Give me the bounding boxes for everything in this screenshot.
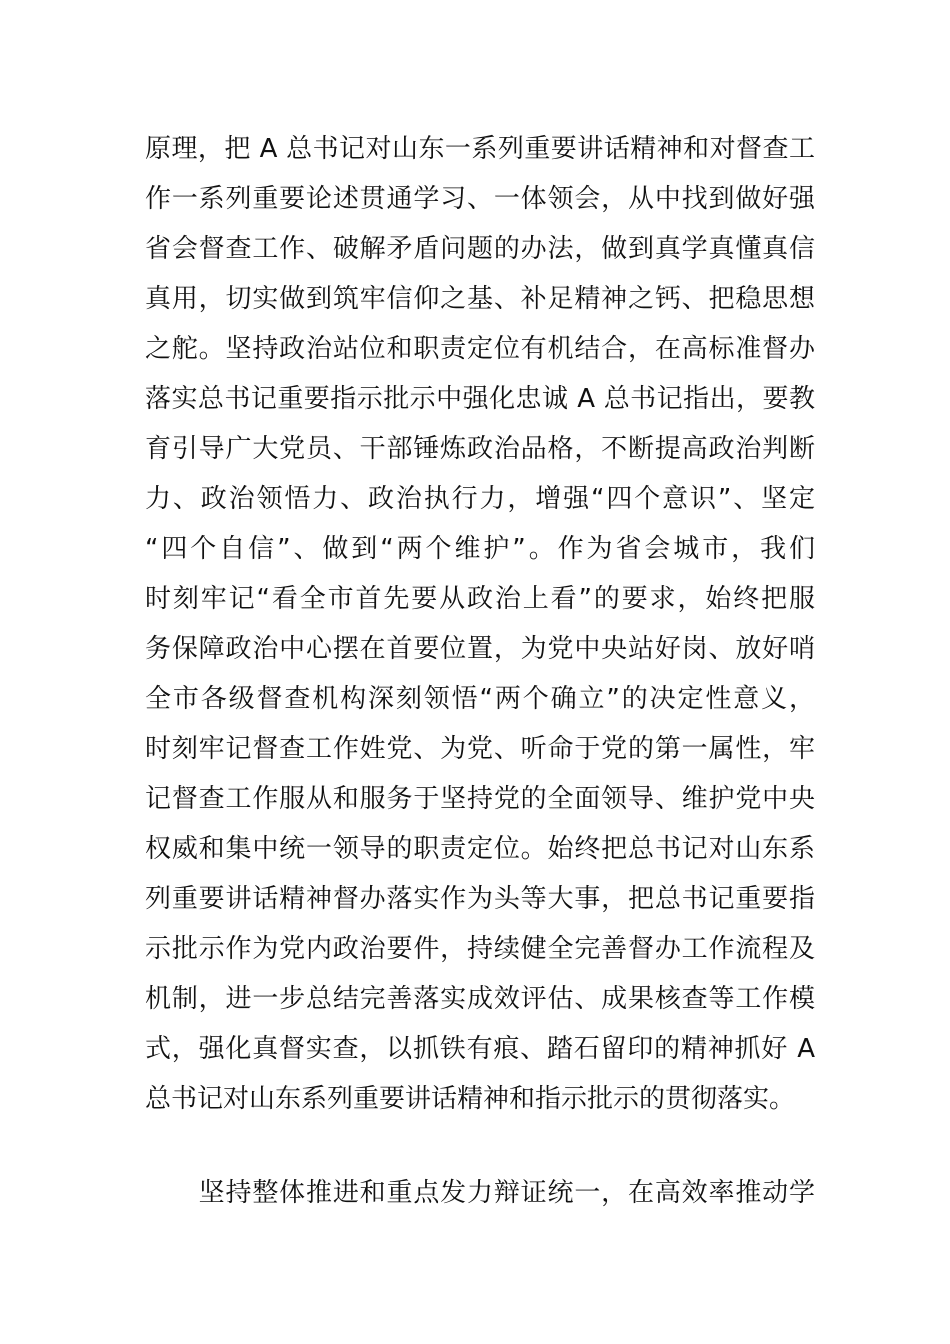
text-line: 式，强化真督实查，以抓铁有痕、踏石留印的精神抓好 A xyxy=(145,1034,815,1064)
text-line: 全市各级督查机构深刻领悟“两个确立”的决定性意义， xyxy=(145,684,815,714)
text-line: 务保障政治中心摆在首要位置，为党中央站好岗、放好哨 xyxy=(145,634,815,664)
text-line: 之舵。坚持政治站位和职责定位有机结合，在高标准督办 xyxy=(145,334,815,364)
paragraph-1 xyxy=(145,124,815,1124)
text-line: 总书记对山东系列重要讲话精神和指示批示的贯彻落实。 xyxy=(145,1084,796,1114)
text-line: 时刻牢记督查工作姓党、为党、听命于党的第一属性，牢 xyxy=(145,734,815,764)
text-line: 坚持整体推进和重点发力辩证统一，在高效率推动学 xyxy=(145,1178,815,1208)
text-line: 时刻牢记“看全市首先要从政治上看”的要求，始终把服 xyxy=(145,584,815,614)
text-line: 落实总书记重要指示批示中强化忠诚 A 总书记指出，要教 xyxy=(145,384,815,414)
text-line: 育引导广大党员、干部锤炼政治品格，不断提高政治判断 xyxy=(145,434,815,464)
text-line: 示批示作为党内政治要件，持续健全完善督办工作流程及 xyxy=(145,934,815,964)
text-line: 列重要讲话精神督办落实作为头等大事，把总书记重要指 xyxy=(145,884,815,914)
text-line: 原理，把 A 总书记对山东一系列重要讲话精神和对督查工 xyxy=(145,134,815,164)
text-line: 真用，切实做到筑牢信仰之基、补足精神之钙、把稳思想 xyxy=(145,284,815,314)
text-line: 省会督查工作、破解矛盾问题的办法，做到真学真懂真信 xyxy=(145,234,815,264)
text-line: 作一系列重要论述贯通学习、一体领会，从中找到做好强 xyxy=(145,184,815,214)
text-line: 记督查工作服从和服务于坚持党的全面领导、维护党中央 xyxy=(145,784,815,814)
text-line: 力、政治领悟力、政治执行力，增强“四个意识”、坚定 xyxy=(145,484,815,514)
text-line: 权威和集中统一领导的职责定位。始终把总书记对山东系 xyxy=(145,834,815,864)
paragraph-2 xyxy=(145,1168,815,1218)
text-line: “四个自信”、做到“两个维护”。作为省会城市，我们 xyxy=(145,534,815,564)
text-line: 机制，进一步总结完善落实成效评估、成果核查等工作模 xyxy=(145,984,815,1014)
